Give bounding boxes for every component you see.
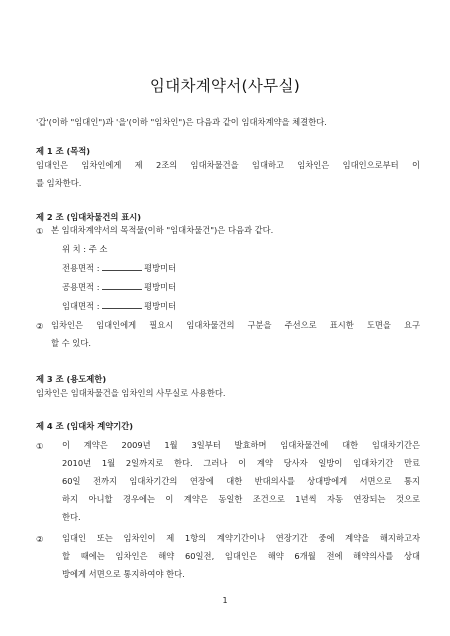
article-4-heading: 제 4 조 (임대차 계약기간) — [36, 421, 134, 431]
area-exclusive-blank[interactable] — [102, 261, 142, 271]
article-4-p2-line-1: 임대인 또는 임차인이 제 1항의 계약기간이나 연장기간 중에 계약을 해지하고자 — [62, 533, 420, 543]
article-4-marker-2: ② — [36, 534, 44, 544]
article-1-line-2: 를 임차한다. — [36, 178, 82, 188]
area-row-common — [62, 278, 176, 297]
location-label: 위 치 : 주 소 — [62, 244, 108, 254]
page-title: 임대차계약서(사무실) — [149, 77, 301, 95]
article-4-p1-line-5: 한다. — [62, 512, 81, 522]
area-row-lease — [62, 297, 176, 316]
article-1-line-1: 임대인은 임차인에게 제 2조의 임대차물건을 임대하고 임차인은 임대인으로부터 이 — [36, 160, 420, 170]
area-unit: 평방미터 — [144, 282, 177, 292]
article-4-p2-line-2: 할 때에는 임차인은 해약 60일전, 임대인은 해약 6개월 전에 해약의사를 상대 — [62, 551, 420, 561]
article-4-p2-line-3: 방에게 서면으로 통지하여야 한다. — [62, 569, 185, 579]
area-row-exclusive — [62, 259, 176, 278]
article-2-item-1: 본 임대차계약서의 목적물(이하 "임대차물건")은 다음과 같다. — [51, 225, 274, 235]
article-4-p1-line-3: 60일 전까지 임대차기간의 연장에 대한 반대의사를 상대방에게 서면으로 통지 — [62, 476, 420, 486]
area-unit: 평방미터 — [144, 263, 177, 273]
article-2-marker-1: ① — [36, 226, 44, 236]
article-1-heading: 제 1 조 (목적) — [36, 146, 91, 156]
area-common-label: 공용면적 : — [62, 282, 100, 292]
article-2-heading: 제 2 조 (임대차물건의 표시) — [36, 212, 142, 222]
article-3-heading: 제 3 조 (용도제한) — [36, 374, 107, 384]
page-number: 1 — [222, 596, 228, 605]
article-2-item-2-line-2: 할 수 있다. — [51, 338, 91, 348]
article-4-p1-line-1: 이 계약은 2009년 1월 3일부터 발효하며 임대차물건에 대한 임대차기간은 — [62, 440, 420, 450]
intro-text: '갑'(이하 "임대인")과 '을'(이하 "임차인")은 다음과 같이 임대차계약을 체결한다. — [36, 117, 327, 127]
area-lease-label: 임대면적 : — [62, 301, 100, 311]
article-4-marker-1: ① — [36, 441, 44, 451]
area-exclusive-label: 전용면적 : — [62, 263, 100, 273]
article-4-p1-line-2: 2010년 1월 2일까지로 한다. 그러나 이 계약 당사자 일방이 임대차기간 만료 — [62, 458, 420, 468]
article-2-item-2-line-1: 임차인은 임대인에게 필요시 임대차물건의 구분을 주선으로 표시한 도면을 요구 — [51, 320, 420, 330]
article-2-marker-2: ② — [36, 321, 44, 331]
article-3-line-1: 임차인은 임대차물건을 임차인의 사무실로 사용한다. — [36, 388, 226, 398]
area-unit: 평방미터 — [144, 301, 177, 311]
article-4-p1-line-4: 하지 아니할 경우에는 이 계약은 동일한 조건으로 1년씩 자동 연장되는 것으로 — [62, 494, 420, 504]
area-common-blank[interactable] — [102, 280, 142, 290]
area-lease-blank[interactable] — [102, 299, 142, 309]
